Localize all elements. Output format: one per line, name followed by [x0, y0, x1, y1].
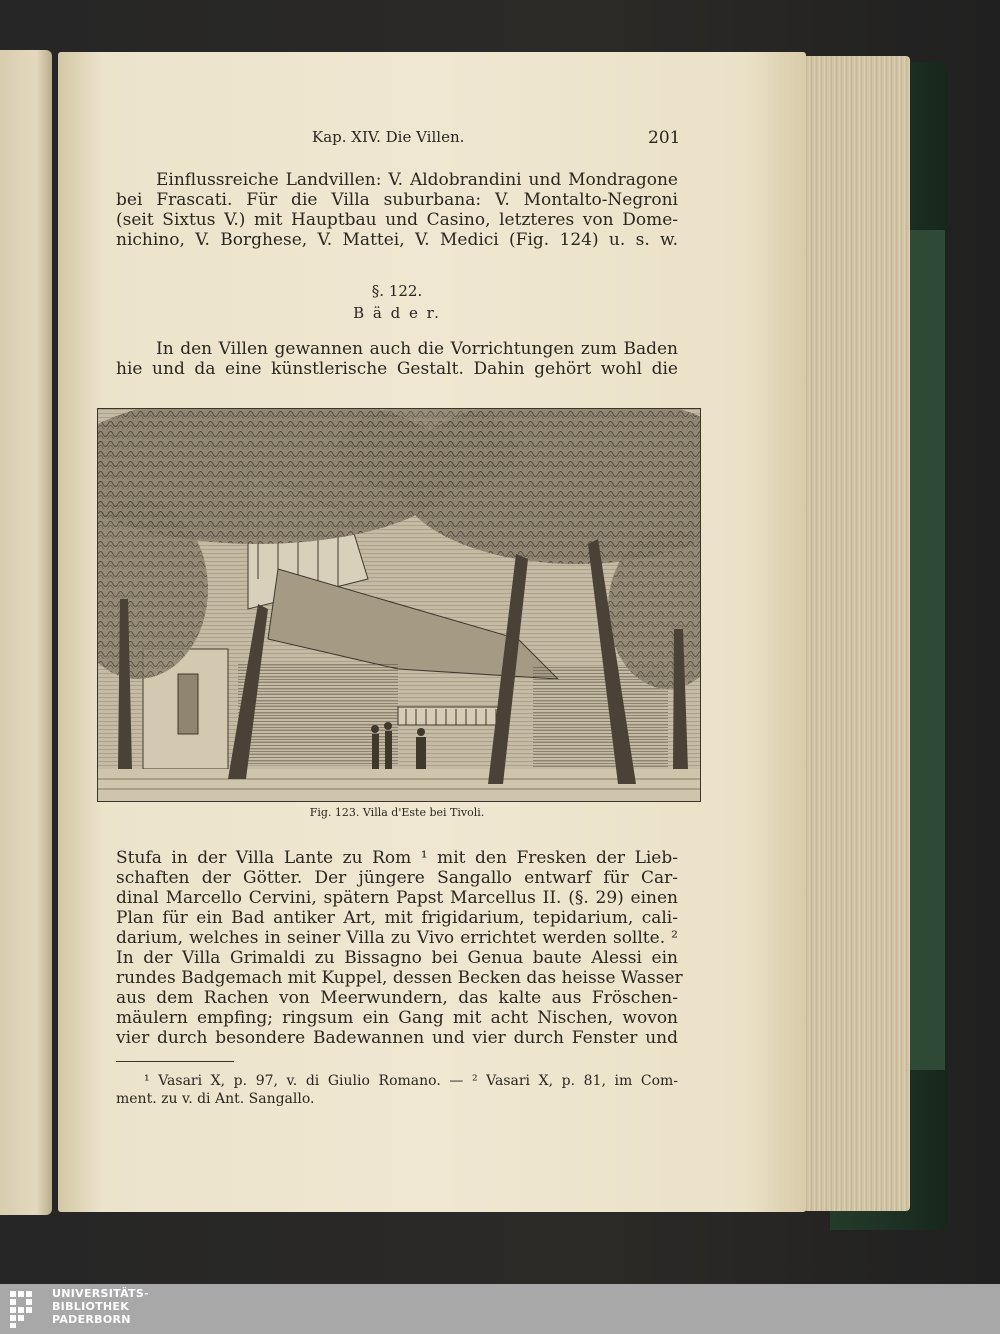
text-line: darium, welches in seiner Villa zu Vivo errichtet werden sollte. ²	[116, 928, 678, 948]
text-line: schaften der Götter. Der jüngere Sangallo entwarf für Car-	[116, 868, 678, 888]
text-line: Stufa in der Villa Lante zu Rom ¹ mit den Fresken der Lieb-	[116, 848, 678, 868]
text-line: mäulern empfing; ringsum ein Gang mit acht Nischen, wovon	[116, 1008, 678, 1028]
text-line: Plan für ein Bad antiker Art, mit frigidarium, tepidarium, cali-	[116, 908, 678, 928]
section-title: B ä d e r.	[353, 304, 441, 322]
text-line: nichino, V. Borghese, V. Mattei, V. Medici (Fig. 124) u. s. w.	[116, 230, 678, 250]
text-line: rundes Badgemach mit Kuppel, dessen Becken das heisse Wasser	[116, 968, 683, 988]
logo-line: UNIVERSITÄTS-	[52, 1287, 149, 1300]
text-line: vier durch besondere Badewannen und vier durch Fenster und	[116, 1028, 678, 1048]
figure-engraving	[97, 408, 701, 802]
text-line: dinal Marcello Cervini, spätern Papst Marcellus II. (§. 29) einen	[116, 888, 678, 908]
text-line: (seit Sixtus V.) mit Hauptbau und Casino, letzteres von Dome-	[116, 210, 678, 230]
library-footer-bar	[0, 1284, 1000, 1334]
page-edges	[798, 56, 910, 1211]
library-logo-text	[52, 1287, 149, 1326]
footnote-rule	[116, 1061, 234, 1062]
logo-line: BIBLIOTHEK	[52, 1300, 130, 1313]
logo-line: PADERBORN	[52, 1313, 131, 1326]
paragraph-stufa	[116, 848, 683, 1048]
library-logo-icon	[8, 1289, 44, 1329]
text-line: aus dem Rachen von Meerwundern, das kalte aus Fröschen-	[116, 988, 678, 1008]
footnotes	[116, 1072, 678, 1108]
running-title: Kap. XIV. Die Villen.	[312, 128, 465, 146]
footnote-line: ment. zu v. di Ant. Sangallo.	[116, 1091, 315, 1107]
footnote-line: ¹ Vasari X, p. 97, v. di Giulio Romano. — ² Vasari X, p. 81, im Com-	[144, 1073, 678, 1089]
page-number: 201	[648, 128, 681, 148]
text-line: In den Villen gewannen auch die Vorrichtungen zum Baden	[156, 339, 678, 359]
paragraph-landvillen	[116, 170, 678, 250]
figure-caption: Fig. 123. Villa d'Este bei Tivoli.	[309, 806, 485, 819]
text-line: In der Villa Grimaldi zu Bissagno bei Genua baute Alessi ein	[116, 948, 678, 968]
cover-spine-band	[905, 230, 945, 1070]
text-line: hie und da eine künstlerische Gestalt. Dahin gehört wohl die	[116, 359, 678, 379]
text-line: Einflussreiche Landvillen: V. Aldobrandini und Mondragone	[156, 170, 678, 190]
left-page-edge	[0, 50, 52, 1215]
text-line: bei Frascati. Für die Villa suburbana: V. Montalto-Negroni	[116, 190, 678, 210]
paragraph-baeder-intro	[116, 339, 678, 379]
section-number: §. 122.	[371, 282, 423, 300]
engraving-illustration	[98, 409, 700, 801]
